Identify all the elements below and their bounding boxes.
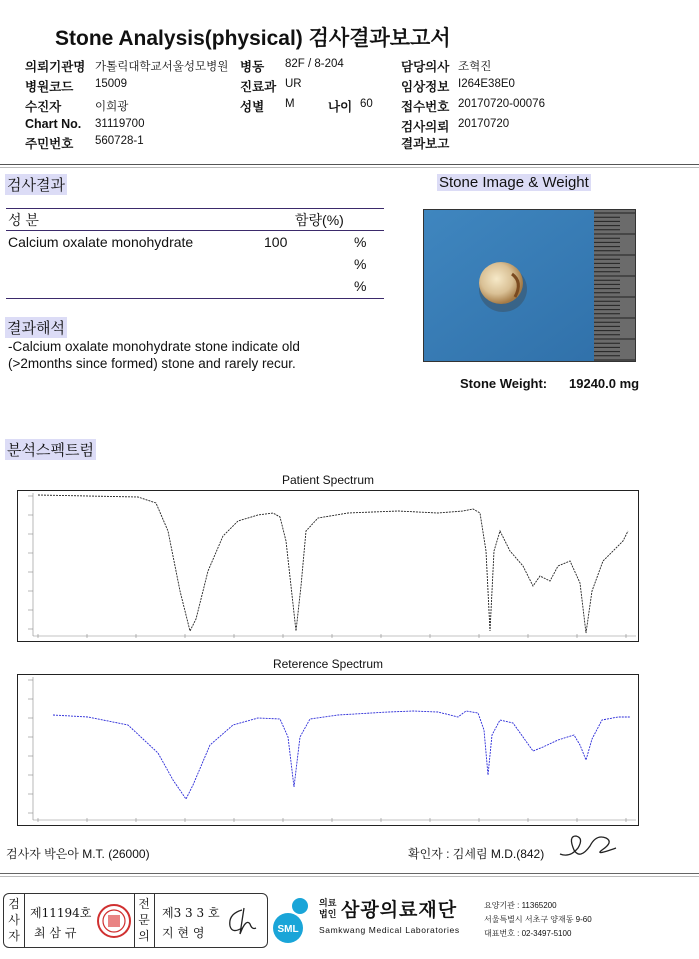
patient-spectrum-plot (18, 491, 638, 641)
stone-photo (423, 209, 636, 362)
interpretation-line-2: (>2months since formed) stone and rarely recur. (8, 356, 296, 371)
specialist-license-number: 제3 3 3 호 (162, 906, 220, 920)
value-clinical-info: I264E38E0 (458, 78, 515, 90)
header-divider (0, 164, 699, 165)
examiner-signature-text: 검사자 박은아 M.T. (26000) (6, 847, 150, 861)
value-age: 60 (360, 98, 373, 110)
label-result-report: 결과보고 (401, 137, 450, 151)
results-section-title: 검사결과 (5, 174, 67, 195)
table-top-rule (6, 208, 384, 209)
value-requesting-institution: 가톨릭대학교서울성모병원 (95, 61, 229, 73)
value-sex: M (285, 98, 295, 110)
confirmer-signature-text: 확인자 : 김세림 M.D.(842) (408, 847, 545, 861)
value-ward: 82F / 8-204 (285, 58, 344, 70)
label-requesting-institution: 의뢰기관명 (25, 60, 86, 74)
specialist-license-name: 지 현 영 (162, 926, 205, 940)
label-test-request: 검사의뢰 (401, 120, 450, 134)
examiner-license-number: 제11194호 (30, 906, 92, 920)
value-chart-no: 31119700 (95, 118, 145, 130)
org-name: 삼광의료재단 (341, 900, 458, 921)
org-prefix-top: 의료 (319, 898, 337, 908)
value-patient: 이희광 (95, 101, 129, 113)
label-receipt-no: 접수번호 (401, 100, 450, 114)
spectrum-axes (28, 677, 636, 822)
label-chart-no: Chart No. (25, 117, 82, 131)
label-age: 나이 (328, 100, 353, 114)
stone-weight-label: Stone Weight: (460, 376, 548, 391)
stone-photo-graphic (424, 210, 635, 361)
label-patient: 수진자 (25, 100, 62, 114)
result-row-1-value: 100 (264, 234, 288, 250)
value-receipt-no: 20170720-00076 (458, 98, 545, 110)
sml-logo-icon (270, 896, 316, 944)
label-department: 진료과 (240, 80, 277, 94)
footer-divider (0, 873, 699, 874)
license-divider-2 (134, 894, 135, 947)
specialist-signature-icon (222, 904, 262, 938)
table-bottom-rule (6, 298, 384, 299)
examiner-license-name: 최 삼 규 (34, 926, 77, 940)
org-english-name: Samkwang Medical Laboratories (319, 925, 460, 935)
label-doctor: 담당의사 (401, 60, 450, 74)
reference-spectrum-plot (18, 675, 638, 825)
spectrum-axes (28, 493, 636, 638)
report-title: Stone Analysis(physical) 검사결과보고서 (55, 27, 451, 50)
column-amount: 함량(%) (295, 212, 344, 228)
patient-spectrum-graph (17, 490, 639, 642)
label-clinical-info: 임상정보 (401, 80, 450, 94)
column-component: 성 분 (8, 212, 39, 228)
patient-spectrum-trace (38, 495, 628, 633)
reference-spectrum-trace (53, 711, 630, 799)
sml-logo-text: SML (277, 924, 299, 935)
value-hospital-code: 15009 (95, 78, 127, 90)
result-row-1-unit: % (354, 234, 367, 250)
label-resident-no: 주민번호 (25, 137, 74, 151)
org-info-phone: 대표번호 : 02-3497-5100 (484, 929, 572, 938)
label-ward: 병동 (240, 60, 265, 74)
label-hospital-code: 병원코드 (25, 80, 74, 94)
spectrum-section-title: 분석스펙트럼 (5, 439, 96, 460)
footer-divider-shadow (0, 876, 699, 877)
stone-weight-value: 19240.0 mg (569, 376, 640, 391)
red-seal-icon (96, 903, 132, 939)
value-department: UR (285, 78, 302, 90)
license-divider-3 (154, 894, 155, 947)
interpretation-section-title: 결과해석 (5, 317, 67, 338)
result-row-3-unit: % (354, 278, 367, 294)
stone-section-title: Stone Image & Weight (439, 174, 589, 191)
license-divider-1 (24, 894, 25, 947)
license-box (3, 893, 268, 948)
table-header-rule (6, 230, 384, 231)
org-prefix-bottom: 법인 (319, 909, 337, 919)
patient-spectrum-title: Patient Spectrum (281, 473, 375, 487)
result-row-2-unit: % (354, 256, 367, 272)
result-row-1-name: Calcium oxalate monohydrate (8, 234, 194, 250)
reference-spectrum-title: Reterence Spectrum (272, 657, 384, 671)
reference-spectrum-graph (17, 674, 639, 826)
label-sex: 성별 (240, 100, 265, 114)
value-resident-no: 560728-1 (95, 135, 144, 147)
value-doctor: 조혁진 (458, 61, 492, 73)
org-info-code: 요양기관 : 11365200 (484, 901, 557, 910)
specialist-license-label: 전문의 (138, 897, 150, 943)
interpretation-line-1: -Calcium oxalate monohydrate stone indicate old (8, 339, 300, 354)
value-test-request: 20170720 (458, 118, 510, 130)
header-divider-shadow (0, 167, 699, 168)
confirmer-signature-icon (556, 828, 626, 862)
org-info-address: 서울특별시 서초구 양재동 9-60 (484, 915, 592, 924)
examiner-license-label: 검사자 (8, 897, 20, 943)
